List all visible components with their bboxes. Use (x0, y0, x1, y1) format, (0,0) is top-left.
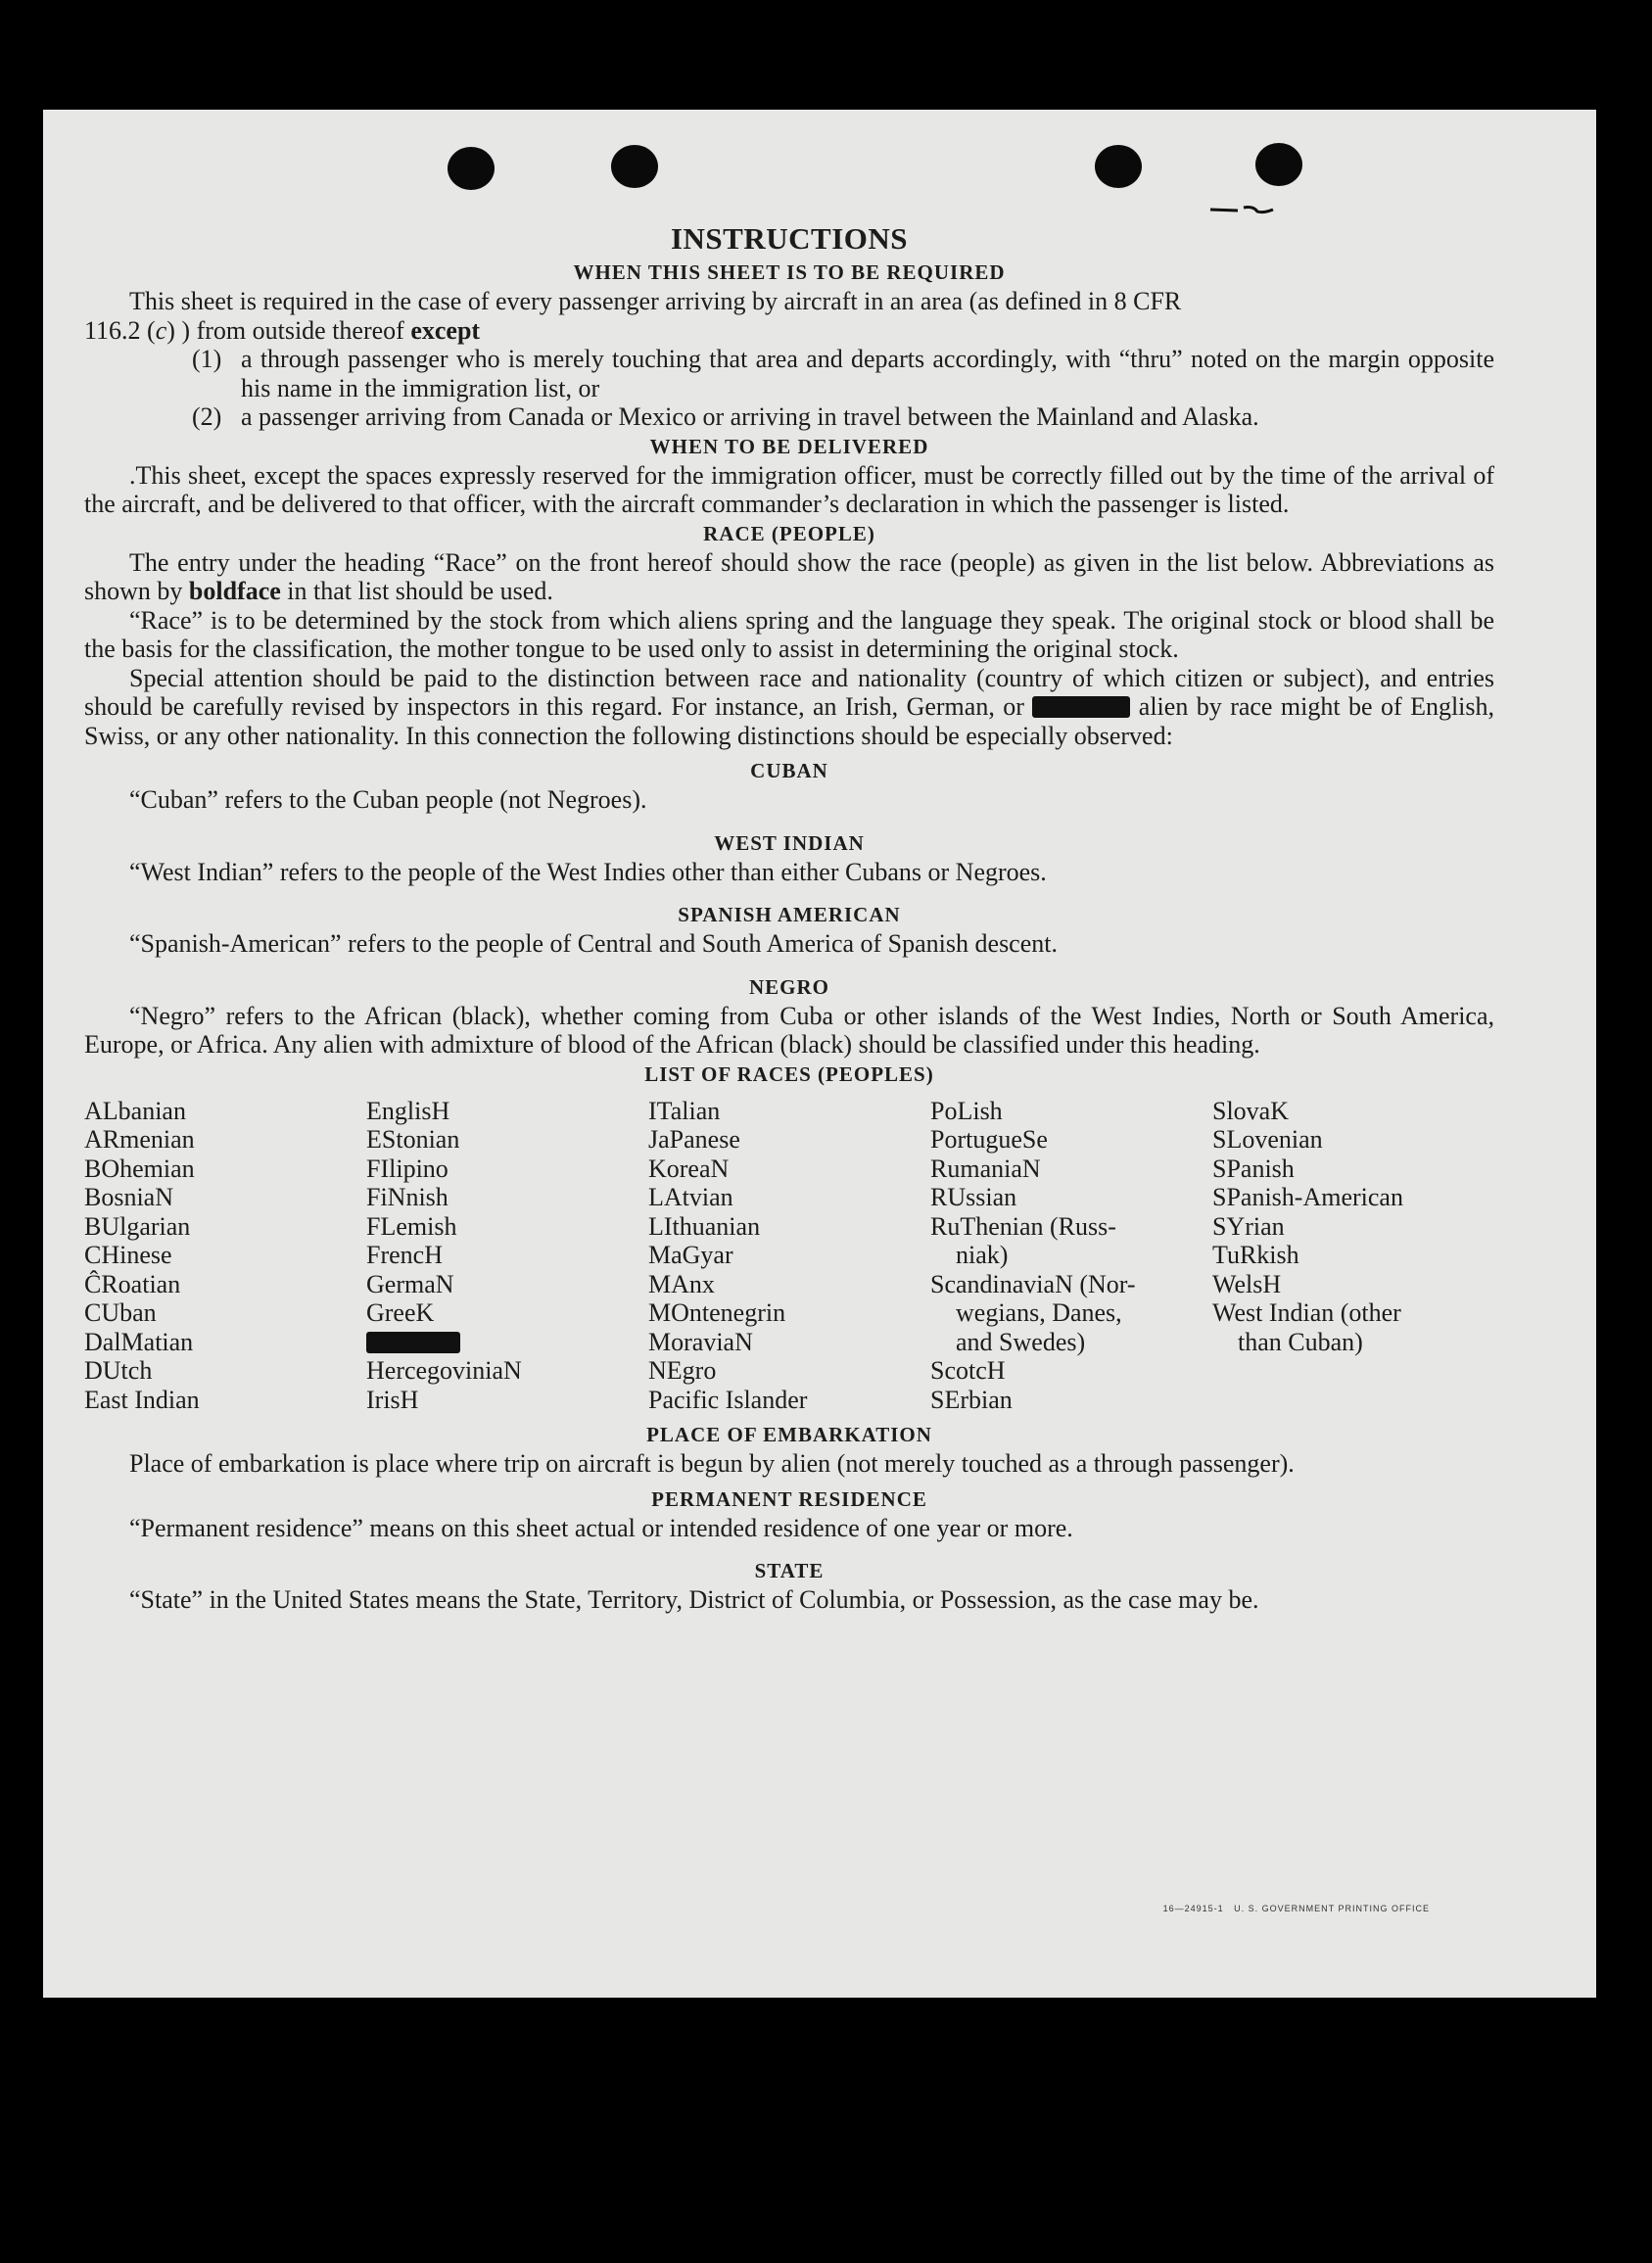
race-entry: East Indian (84, 1385, 200, 1414)
race-entry: EStonian (366, 1125, 460, 1154)
west-indian-text: “West Indian” refers to the people of the West Indies other than either Cubans or Negroes. (129, 857, 1047, 886)
heading-spanish-american: SPANISH AMERICAN (678, 903, 901, 926)
state-text: “State” in the United States means the State, Territory, District of Columbia, or Possession, as the case may be. (129, 1585, 1259, 1614)
race-entry-continued: than Cuban) (1238, 1327, 1363, 1356)
race-entry: SErbian (930, 1385, 1013, 1414)
races-column-4 (930, 1097, 1212, 1415)
race-entry: IrisH (366, 1385, 419, 1414)
race-entry: BosniaN (84, 1183, 173, 1211)
punch-hole (448, 147, 495, 190)
race-entry: SLovenian (1212, 1125, 1323, 1154)
race-entry: GreeK (366, 1298, 435, 1327)
race-entry: ĈRoatian (84, 1269, 181, 1298)
race-entry: PoLish (930, 1096, 1003, 1125)
race-entry: CUban (84, 1298, 157, 1327)
race-entry: JaPanese (648, 1125, 740, 1154)
race-entry: RuThenian (Russ- (930, 1211, 1116, 1241)
negro-text: “Negro” refers to the African (black), whether coming from Cuba or other islands of the West Indies, North or South America, Europe, or Africa. Any alien with admixture of blood of the African (black) should be classified under this heading. (84, 1001, 1494, 1059)
heading-negro: NEGRO (748, 974, 829, 999)
race-entry: ITalian (648, 1096, 721, 1125)
race-entry: LAtvian (648, 1183, 733, 1211)
delivered-text: .This sheet, except the spaces expressly reserved for the immigration officer, must be correctly filled out by the time of the arrival of the aircraft, and be delivered to that officer, with the aircraft commander’s declaration in which the passenger is listed. (84, 460, 1494, 518)
race-entry: LIthuanian (648, 1211, 761, 1241)
spanish-american-text: “Spanish-American” refers to the people of Central and South America of Spanish descent. (129, 929, 1058, 958)
heading-permanent-residence: PERMANENT RESIDENCE (651, 1486, 927, 1511)
race-entry: BOhemian (84, 1154, 195, 1183)
race-entry: NEgro (648, 1356, 717, 1385)
race-entry: BUlgarian (84, 1211, 191, 1241)
race-entry: TuRkish (1212, 1241, 1299, 1269)
heading-list-of-races: LIST OF RACES (PEOPLES) (644, 1061, 934, 1086)
redaction-mark (366, 1332, 460, 1353)
race-entry-continued: wegians, Danes, (956, 1298, 1122, 1327)
race-entry: SYrian (1212, 1211, 1285, 1241)
punch-hole (1255, 143, 1302, 186)
race-entry: FIlipino (366, 1154, 448, 1183)
races-column-2 (366, 1097, 648, 1415)
race-entry: GermaN (366, 1269, 454, 1298)
race-entry: ScandinaviaN (Nor- (930, 1269, 1136, 1298)
race-entry: Pacific Islander (648, 1385, 808, 1414)
race-entry: SlovaK (1212, 1096, 1289, 1125)
race-entry: MaGyar (648, 1241, 733, 1269)
race-paragraph-2: “Race” is to be determined by the stock from which aliens spring and the language they speak. The original stock or blood shall be the basis for the classification, the mother tongue to be used only to assist in determining the original stock. (84, 605, 1494, 663)
race-entry: DalMatian (84, 1327, 194, 1356)
race-entry: EnglisH (366, 1096, 450, 1125)
heading-delivered: WHEN TO BE DELIVERED (649, 434, 929, 458)
punch-hole (611, 145, 658, 188)
race-entry: RumaniaN (930, 1154, 1041, 1183)
races-table (84, 1097, 1494, 1415)
race-entry: RUssian (930, 1183, 1017, 1211)
heading-west-indian: WEST INDIAN (714, 830, 865, 855)
race-paragraph-1: The entry under the heading “Race” on the front hereof should show the race (people) as given in the list below. Abbreviations as shown by boldface in that list should be used. (84, 547, 1494, 605)
race-entry: SPanish-American (1212, 1183, 1403, 1211)
race-entry: FiNnish (366, 1183, 448, 1211)
race-entry: FLemish (366, 1211, 457, 1241)
heading-race: RACE (PEOPLE) (703, 521, 875, 545)
form-footer (1163, 1904, 1430, 1913)
race-entry: WelsH (1212, 1269, 1282, 1298)
punch-hole (1095, 145, 1142, 188)
heading-required: WHEN THIS SHEET IS TO BE REQUIRED (573, 260, 1006, 284)
race-entry-continued: and Swedes) (956, 1327, 1086, 1356)
pencil-mark (1208, 204, 1277, 215)
races-column-3 (648, 1097, 930, 1415)
race-entry: SPanish (1212, 1154, 1295, 1183)
race-entry: MoraviaN (648, 1327, 753, 1356)
race-entry: MOntenegrin (648, 1298, 786, 1327)
race-entry: ALbanian (84, 1096, 186, 1125)
race-entry: West Indian (other (1212, 1298, 1401, 1327)
race-entry: ScotcH (930, 1356, 1006, 1385)
page-title: INSTRUCTIONS (670, 221, 908, 256)
races-column-1 (84, 1097, 366, 1415)
embarkation-text: Place of embarkation is place where trip on aircraft is begun by alien (not merely touched as a through passenger). (129, 1449, 1295, 1478)
redaction-mark (1032, 696, 1130, 718)
required-item: (1) a through passenger who is merely touching that area and departs accordingly, with “thru” noted on the margin opposite his name in the immigration list, or (192, 345, 1494, 402)
residence-text: “Permanent residence” means on this sheet actual or intended residence of one year or more. (129, 1513, 1073, 1542)
required-item: (2) a passenger arriving from Canada or Mexico or arriving in travel between the Mainland and Alaska. (192, 402, 1259, 431)
race-entry: DUtch (84, 1356, 153, 1385)
page-content (43, 110, 1596, 1998)
races-column-5 (1212, 1097, 1494, 1415)
heading-state: STATE (754, 1559, 825, 1582)
race-entry: KoreaN (648, 1154, 730, 1183)
race-entry: MAnx (648, 1269, 715, 1298)
race-entry-redacted (366, 1328, 648, 1357)
printer-credit: U. S. GOVERNMENT PRINTING OFFICE (1234, 1904, 1430, 1913)
race-paragraph-3: Special attention should be paid to the distinction between race and nationality (country of which citizen or subject), and entries should be carefully revised by inspectors in this regard. For instance, an Irish, German, or alien by race might be of English, Swiss, or any other nationality. In this connection the following distinctions should be especially observed: (84, 663, 1495, 750)
form-number: 16—24915-1 (1162, 1904, 1224, 1913)
required-intro: This sheet is required in the case of every passenger arriving by aircraft in an area (as defined in 8 CFR 116.2 (c) ) from outside thereof except (84, 287, 1182, 345)
heading-embarkation: PLACE OF EMBARKATION (646, 1423, 932, 1446)
race-entry-continued: niak) (956, 1241, 1009, 1269)
instructions-document (84, 220, 1494, 1615)
race-entry: PortugueSe (930, 1125, 1048, 1154)
race-entry: CHinese (84, 1241, 172, 1269)
cuban-text: “Cuban” refers to the Cuban people (not Negroes). (129, 785, 647, 814)
race-entry: FrencH (366, 1241, 443, 1269)
race-entry: ARmenian (84, 1125, 195, 1154)
race-entry: HercegoviniaN (366, 1356, 522, 1385)
heading-cuban: CUBAN (750, 759, 828, 782)
